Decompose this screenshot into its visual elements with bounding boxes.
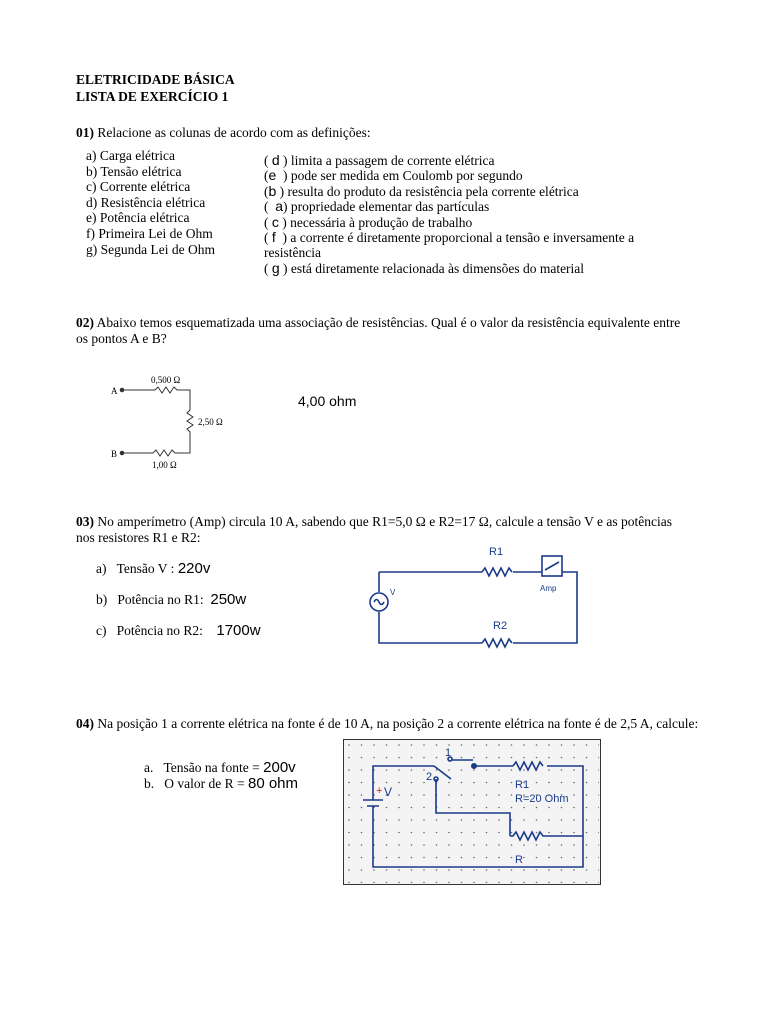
list-item: ( f ) a corrente é diretamente proporcional a tensão e inversamente a <box>264 229 635 246</box>
resistor-label: R1 <box>489 546 504 558</box>
polarity-label: + <box>376 785 383 797</box>
answer: e <box>268 167 277 184</box>
question-1-text: Relacione as colunas de acordo com as definições: <box>97 125 371 140</box>
list-item: ( c ) necessária à produção de trabalho <box>264 213 473 230</box>
question-3-prompt: 03) No amperímetro (Amp) circula 10 A, sabendo que R1=5,0 Ω e R2=17 Ω, calcule a tensão V e as potências nos resistores R1 e R2: <box>76 514 673 545</box>
question-2-answer: 4,00 ohm <box>298 393 357 409</box>
answer: c <box>271 213 279 230</box>
question-4-item: a. Tensão na fonte = 200v <box>144 759 296 776</box>
resistor-label: 2,50 Ω <box>198 417 223 427</box>
answer: 200v <box>263 759 296 776</box>
point-b-label: B <box>111 449 118 459</box>
resistor-value: R=20 Ohm <box>515 793 569 805</box>
resistor-label: 0,500 Ω <box>151 375 181 385</box>
list-item: ( a) propriedade elementar das partículas <box>264 198 490 215</box>
question-2-prompt: 02) Abaixo temos esquematizada uma associação de resistências. Qual é o valor da resistência equivalente entre os pontos A e B? <box>76 315 681 346</box>
question-4-number: 04 <box>76 716 90 731</box>
resistor-label: R <box>515 854 523 866</box>
question-1-left-column <box>86 148 215 257</box>
list-item: f) Primeira Lei de Ohm <box>86 225 213 241</box>
question-1-right-column <box>264 153 634 276</box>
resistor-label: 1,00 Ω <box>152 460 177 470</box>
switch-position-label: 1 <box>445 747 452 759</box>
source-label: V <box>384 785 393 799</box>
question-3-item: b) Potência no R1: 250w <box>96 591 247 608</box>
question-3-item: a) Tensão V : 220v <box>96 560 211 577</box>
resistor-label: R1 <box>515 779 530 791</box>
list-item: ( d ) limita a passagem de corrente elétrica <box>264 152 495 168</box>
page-title: ELETRICIDADE BÁSICA <box>76 72 235 87</box>
answer: d <box>271 152 280 168</box>
resistor-network-diagram <box>105 370 245 480</box>
switch-position-label: 2 <box>426 771 433 783</box>
question-2-number: 02 <box>76 315 90 330</box>
answer: g <box>271 259 280 276</box>
answer: b <box>268 182 277 199</box>
source-label: V <box>390 588 396 597</box>
list-item: e) Potência elétrica <box>86 210 190 226</box>
list-item: g) Segunda Lei de Ohm <box>86 241 215 257</box>
answer: 80 ohm <box>247 775 299 792</box>
resistor-label: R2 <box>493 620 508 632</box>
list-item: resistência <box>264 245 321 261</box>
page-subtitle: LISTA DE EXERCÍCIO 1 <box>76 89 229 104</box>
list-item: a) Carga elétrica <box>86 148 175 163</box>
list-item: (e ) pode ser medida em Coulomb por segundo <box>264 167 523 184</box>
answer: a <box>275 198 284 215</box>
question-3-number: 03 <box>76 514 90 529</box>
answer: 220v <box>177 560 211 577</box>
list-item: ( g ) está diretamente relacionada às dimensões do material <box>264 259 585 276</box>
question-1-prompt: 01) Relacione as colunas de acordo com as definições: <box>76 125 371 140</box>
answer: 250w <box>210 591 247 608</box>
switch-circuit-diagram <box>343 739 601 885</box>
question-1-number: 01 <box>76 125 90 140</box>
list-item: c) Corrente elétrica <box>86 179 191 195</box>
ammeter-circuit-diagram <box>365 540 585 650</box>
ammeter-label: Amp <box>540 584 557 593</box>
point-a-label: A <box>111 386 118 396</box>
answer: 1700w <box>216 622 261 639</box>
question-4-item: b. O valor de R = 80 ohm <box>144 775 299 792</box>
answer: f <box>271 229 276 246</box>
list-item: d) Resistência elétrica <box>86 194 206 210</box>
question-3-item: c) Potência no R2: 1700w <box>96 622 261 639</box>
list-item: (b ) resulta do produto da resistência pela corrente elétrica <box>264 182 579 199</box>
question-4-prompt: 04) Na posição 1 a corrente elétrica na fonte é de 10 A, na posição 2 a corrente elétrica na fonte é de 2,5 A, calcule: <box>76 716 699 731</box>
list-item: b) Tensão elétrica <box>86 163 182 179</box>
